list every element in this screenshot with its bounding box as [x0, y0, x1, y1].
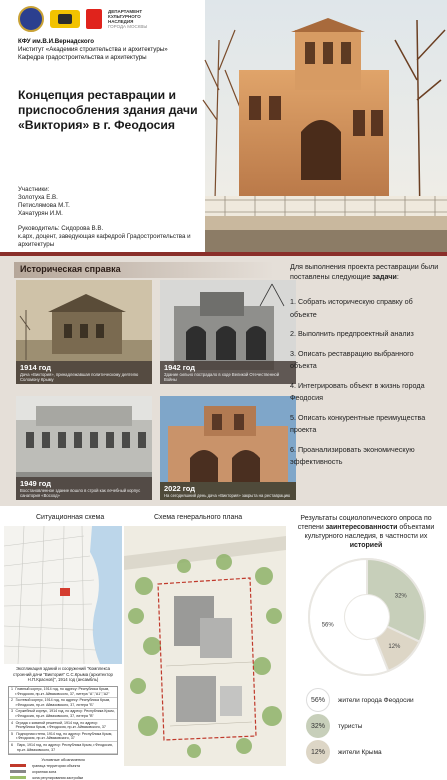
table-row: 5 Подпорная стена, 1914 год, по адресу: Республика Крым, г.Феодосия, пр-кт. Айвазовского, 37 — [9, 731, 117, 742]
university-name: КФУ им.В.И.Вернадского — [18, 38, 94, 45]
history-photo-1949 — [16, 396, 152, 500]
legend-item — [10, 764, 116, 768]
table-row: 6 Парк, 1914 год, по адресу: Республика Крым, г.Феодосия, пр-кт. Айвазовского, 37 — [9, 742, 117, 753]
legend-label: жители города Феодосии — [338, 696, 414, 704]
situation-scheme-title: Ситуационная схема — [36, 514, 105, 521]
partner-logo — [50, 10, 80, 28]
survey-title — [290, 514, 442, 550]
history-photo-1914 — [16, 280, 152, 384]
pie-svg — [306, 556, 428, 678]
tasks-intro-bold: задачи — [372, 272, 397, 281]
table-row: 1 Главный корпус, 1914 год, по адресу: Республика Крым, г.Феодосия, пр-кт. Айвазовского, 37, литера "А","А1","А2" — [9, 687, 117, 698]
institute-name: Институт «Академия строительства и архитектуры» — [18, 46, 168, 53]
participants-block — [18, 186, 208, 249]
survey-title-text: Результаты социологического опроса по степени — [297, 515, 432, 531]
pie-slice-label: 12% — [388, 644, 401, 651]
history-caption-text: Восстановленное здание вошло в строй как лечебный корпус санатория «Восход» — [20, 488, 141, 498]
situation-legend — [4, 664, 122, 780]
history-year: 1949 год — [20, 479, 52, 488]
table-row: 3 Служебный корпус, 1914 год, по адресу: Республика Крым, г.Феодосия, пр-кт. Айвазовского, 37, литера "В" — [9, 709, 117, 720]
history-year: 2022 год — [164, 484, 196, 493]
tasks-block — [290, 262, 440, 476]
participant: Петислямова М.Т. — [18, 202, 70, 209]
legend-dot: 32% — [306, 714, 330, 738]
tasks-intro-end: : — [396, 272, 399, 281]
general-plan-title: Схема генерального плана — [154, 514, 243, 521]
university-logo — [18, 6, 44, 32]
legend-label: охранная зона — [32, 769, 57, 774]
department-city: ГОРОДА МОСКВЫ — [108, 24, 148, 29]
participant: Золотуха Е.В. — [18, 194, 58, 201]
table-cell: Парк, 1914 год, по адресу: Республика Крым, г.Феодосия, пр-кт. Айвазовского, 37 — [16, 742, 113, 752]
department-name: ДЕПАРТАМЕНТ КУЛЬТУРНОГО НАСЛЕДИЯ — [108, 9, 143, 24]
plans-panel — [0, 506, 447, 780]
task-item: 5. Описать конкурентные преимущества проекта — [290, 412, 426, 434]
table-row: 4 Ограда с кованой решеткой, 1914 год, по адресу: Республика Крым, г.Феодосия, пр-кт. Айвазовского, 37 — [9, 720, 117, 731]
legend-label: туристы — [338, 722, 363, 730]
legend-item — [306, 688, 442, 712]
history-year: 1914 год — [20, 363, 52, 372]
task-item: 4. Интегрировать объект в жизнь города Феодосия — [290, 380, 425, 402]
participant: Хачатурян И.М. — [18, 210, 63, 217]
legend-label: зона регулирования застройки — [32, 775, 84, 780]
history-photo-2022 — [160, 396, 296, 500]
pie-slice-label: 32% — [394, 593, 407, 600]
task-item: 2. Выполнить предпроектный анализ — [290, 329, 414, 338]
general-plan-drawing — [124, 526, 286, 766]
title-panel-text — [0, 0, 205, 252]
history-title: Историческая справка — [20, 264, 121, 274]
poster-title: Концепция реставрации и приспособления здания дачи «Виктория» в г. Феодосия — [18, 88, 198, 132]
panel-divider — [0, 252, 447, 256]
participants-label: Участники: — [18, 186, 50, 193]
legend-item — [10, 776, 116, 780]
table-cell: Ограда с кованой решеткой, 1914 год, по адресу: Республика Крым, г.Феодосия, пр-кт. Айвазовского, 37 — [15, 720, 106, 730]
tasks-intro — [290, 262, 440, 282]
history-caption — [16, 361, 152, 384]
survey-title-bold: заинтересованности — [325, 524, 398, 531]
tasks-list — [290, 296, 440, 469]
legend-dot: 56% — [306, 688, 330, 712]
legend-item — [306, 714, 442, 738]
task-item: 1. Собрать историческую справку об объекте — [290, 297, 413, 319]
situation-legend-title: Экспликация зданий и сооружений "Комплекса строений дачи "Виктория" С.С.Крыма (архитектор Н.П.Краснов)", 1914 год (ансамбль) — [13, 666, 113, 682]
history-caption — [160, 361, 296, 384]
pie-hole — [345, 595, 389, 639]
pie-slice-label: 56% — [321, 622, 334, 629]
logos-row — [18, 6, 152, 32]
department-logo-text — [108, 9, 152, 29]
survey-title-bold: историей — [349, 542, 383, 549]
history-caption-text: Дача «Виктория», принадлежавшая политическому деятелю Соломону Крыму — [20, 372, 139, 382]
supervisor-details: к.арх, доцент, заведующая кафедрой Градостроительства и архитектуры — [18, 233, 191, 248]
legend-head: Условные обозначения — [41, 756, 85, 762]
task-item: 3. Описать реставрацию выбранного объекта — [290, 348, 414, 370]
explication-table — [8, 686, 118, 755]
history-caption — [160, 482, 296, 500]
survey-pie-chart — [306, 556, 428, 678]
legend-dot: 12% — [306, 740, 330, 764]
tasks-intro-text: Для выполнения проекта реставрации были поставлены следующие — [290, 262, 439, 281]
legend-label: жители Крыма — [338, 748, 382, 756]
legend-item — [306, 740, 442, 764]
history-panel — [0, 252, 447, 506]
history-year: 1942 год — [164, 363, 196, 372]
survey-legend — [306, 688, 442, 766]
department-name-line: Кафедра градостроительства и архитектуры — [18, 54, 147, 61]
table-cell: Главный корпус, 1914 год, по адресу: Республика Крым, г.Феодосия, пр-кт. Айвазовского, 37, литера "А","А1","А2" — [15, 687, 110, 696]
legend-item — [10, 770, 116, 774]
legend-label: граница территории объекта — [32, 763, 80, 768]
history-caption — [16, 477, 152, 500]
table-row: 2 Гостевой корпус, 1914 год, по адресу: Республика Крым, г.Феодосия, пр-кт. Айвазовского, 37, литера "Б" — [9, 698, 117, 709]
history-caption-text: На сегодняшний день дача «Виктория» закрыта на реставрацию — [164, 493, 291, 498]
table-cell: Служебный корпус, 1914 год, по адресу: Республика Крым, г.Феодосия, пр-кт. Айвазовского, 37, литера "В" — [15, 709, 115, 718]
table-cell: Гостевой корпус, 1914 год, по адресу: Республика Крым, г.Феодосия, пр-кт. Айвазовского, 37, литера "Б" — [15, 698, 111, 707]
task-item: 6. Проанализировать экономическую эффективность — [290, 444, 415, 466]
villa-victoria-photo — [205, 0, 447, 252]
survey-title-text: объектами культурного наследия, в частности их — [304, 524, 435, 540]
institution-block — [18, 38, 208, 62]
moscow-emblem — [86, 9, 102, 29]
supervisor-label: Руководитель: Сидорова В.В. — [18, 225, 104, 232]
situation-map — [4, 526, 122, 664]
history-caption-text: Здание сильно пострадало в ходе Великой Отечественной Войны — [164, 372, 280, 382]
history-photo-1942 — [160, 280, 296, 384]
title-panel — [0, 0, 447, 252]
table-cell: Подпорная стена, 1914 год, по адресу: Республика Крым, г.Феодосия, пр-кт. Айвазовского, 37 — [16, 731, 113, 741]
